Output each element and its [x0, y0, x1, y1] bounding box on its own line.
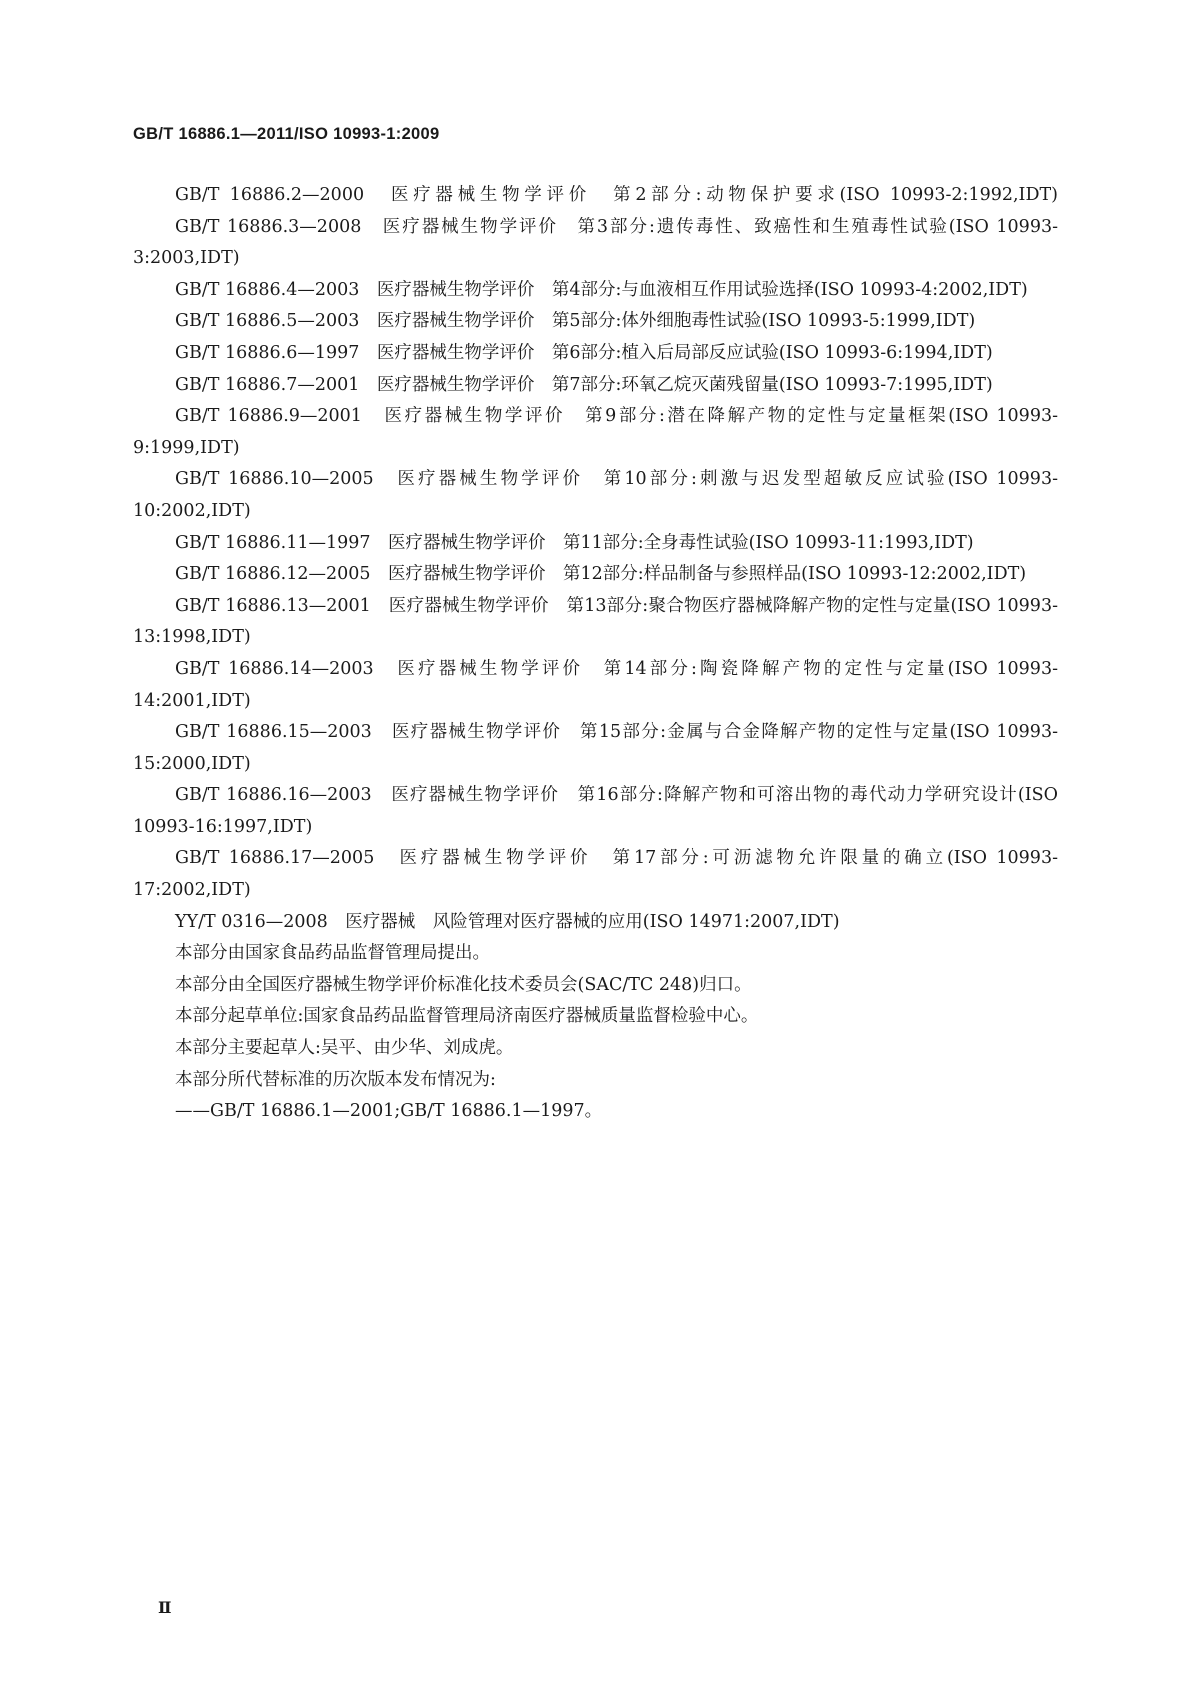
reference-item: GB/T 16886.4—2003 医疗器械生物学评价 第4部分:与血液相互作用试验选择(ISO 10993-4:2002,IDT): [175, 279, 1028, 300]
reference-item: GB/T 16886.11—1997 医疗器械生物学评价 第11部分:全身毒性试验(ISO 10993-11:1993,IDT): [175, 532, 974, 553]
reference-item: GB/T 16886.15—2003 医疗器械生物学评价 第15部分:金属与合金降解产物的定性与定量(ISO 10993-15:2000,IDT): [133, 722, 1058, 774]
statement-history-intro: 本部分所代替标准的历次版本发布情况为:: [175, 1069, 496, 1090]
statement-drafters: 本部分主要起草人:吴平、由少华、刘成虎。: [175, 1038, 514, 1059]
reference-item: GB/T 16886.7—2001 医疗器械生物学评价 第7部分:环氧乙烷灭菌残留量(ISO 10993-7:1995,IDT): [175, 374, 993, 395]
reference-item: YY/T 0316—2008 医疗器械 风险管理对医疗器械的应用(ISO 14971:2007,IDT): [175, 911, 840, 932]
reference-item: GB/T 16886.13—2001 医疗器械生物学评价 第13部分:聚合物医疗器械降解产物的定性与定量(ISO 10993-13:1998,IDT): [133, 595, 1058, 648]
reference-item: GB/T 16886.16—2003 医疗器械生物学评价 第16部分:降解产物和可溶出物的毒代动力学研究设计(ISO 10993-16:1997,IDT): [133, 785, 1058, 837]
statement-proposer: 本部分由国家食品药品监督管理局提出。: [175, 943, 490, 964]
standard-header: GB/T 16886.1—2011/ISO 10993-1:2009: [133, 125, 440, 143]
reference-item: GB/T 16886.10—2005 医疗器械生物学评价 第10部分:刺激与迟发型超敏反应试验(ISO 10993-10:2002,IDT): [133, 469, 1058, 521]
reference-item: GB/T 16886.6—1997 医疗器械生物学评价 第6部分:植入后局部反应试验(ISO 10993-6:1994,IDT): [175, 342, 993, 363]
page-number: Ⅱ: [158, 1598, 172, 1617]
reference-item: GB/T 16886.17—2005 医疗器械生物学评价 第17部分:可沥滤物允许限量的确立(ISO 10993-17:2002,IDT): [133, 848, 1058, 901]
reference-item: GB/T 16886.3—2008 医疗器械生物学评价 第3部分:遗传毒性、致癌性和生殖毒性试验(ISO 10993-3:2003,IDT): [133, 216, 1058, 269]
statement-drafting-unit: 本部分起草单位:国家食品药品监督管理局济南医疗器械质量监督检验中心。: [175, 1006, 759, 1027]
reference-item: GB/T 16886.9—2001 医疗器械生物学评价 第9部分:潜在降解产物的定性与定量框架(ISO 10993-9:1999,IDT): [133, 406, 1058, 458]
reference-item: GB/T 16886.5—2003 医疗器械生物学评价 第5部分:体外细胞毒性试验(ISO 10993-5:1999,IDT): [175, 311, 976, 332]
statement-committee: 本部分由全国医疗器械生物学评价标准化技术委员会(SAC/TC 248)归口。: [175, 974, 752, 995]
reference-item: GB/T 16886.2—2000 医疗器械生物学评价 第2部分:动物保护要求(ISO 10993-2:1992,IDT): [175, 185, 1058, 205]
document-body: [133, 180, 1058, 1128]
statement-history-list: ——GB/T 16886.1—2001;GB/T 16886.1—1997。: [175, 1101, 603, 1122]
reference-item: GB/T 16886.12—2005 医疗器械生物学评价 第12部分:样品制备与参照样品(ISO 10993-12:2002,IDT): [175, 564, 1027, 585]
reference-item: GB/T 16886.14—2003 医疗器械生物学评价 第14部分:陶瓷降解产物的定性与定量(ISO 10993-14:2001,IDT): [133, 658, 1058, 711]
